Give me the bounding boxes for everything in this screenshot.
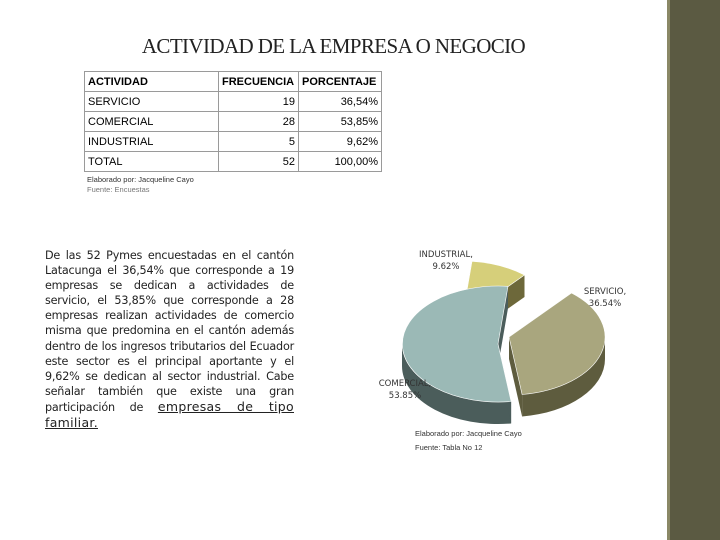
table-cell: 52 — [219, 152, 299, 172]
paragraph-underlined: empresas de tipo familiar. — [45, 398, 294, 431]
right-decor-edge — [667, 0, 670, 540]
table-author-note: Elaborado por: Jacqueline Cayo — [87, 175, 194, 184]
chart-source-note: Fuente: Tabla No 12 — [415, 443, 483, 452]
table-header-cell: PORCENTAJE — [299, 72, 382, 92]
table-cell: 100,00% — [299, 152, 382, 172]
table-header-cell: FRECUENCIA — [219, 72, 299, 92]
chart-author-note: Elaborado por: Jacqueline Cayo — [415, 429, 522, 438]
table-cell: 36,54% — [299, 92, 382, 112]
table-cell: 53,85% — [299, 112, 382, 132]
slide-title: ACTIVIDAD DE LA EMPRESA O NEGOCIO — [141, 34, 526, 58]
table-cell: TOTAL — [85, 152, 219, 172]
table-header-cell: ACTIVIDAD — [85, 72, 219, 92]
table-cell: COMERCIAL — [85, 112, 219, 132]
table-cell: 5 — [219, 132, 299, 152]
slice-label-comercial: COMERCIAL, 53.85% — [378, 379, 432, 401]
paragraph-text: De las 52 Pymes encuestadas en el cantón Latacunga el 36,54% que corresponde a 19 empresas se dedican a actividades de servicio, el 53,85% que corresponde a 28 empresas realizan actividades de comercio misma que predomina en el cantón además dentro de los ingresos tributarios del Ecuador este sector es el principal aportante y el 9,62% se dedican al sector industrial. Cabe señalar también que existe una gran participación de — [45, 249, 294, 414]
slice-label-servicio: SERVICIO, 36.54% — [583, 287, 627, 309]
table-cell: 28 — [219, 112, 299, 132]
right-decor-bar — [667, 0, 720, 540]
table-source-note: Fuente: Encuestas — [87, 185, 150, 194]
table-cell: SERVICIO — [85, 92, 219, 112]
table-cell: 9,62% — [299, 132, 382, 152]
slice-label-industrial: INDUSTRIAL, 9.62% — [419, 250, 473, 272]
table-cell: INDUSTRIAL — [85, 132, 219, 152]
table-cell: 19 — [219, 92, 299, 112]
